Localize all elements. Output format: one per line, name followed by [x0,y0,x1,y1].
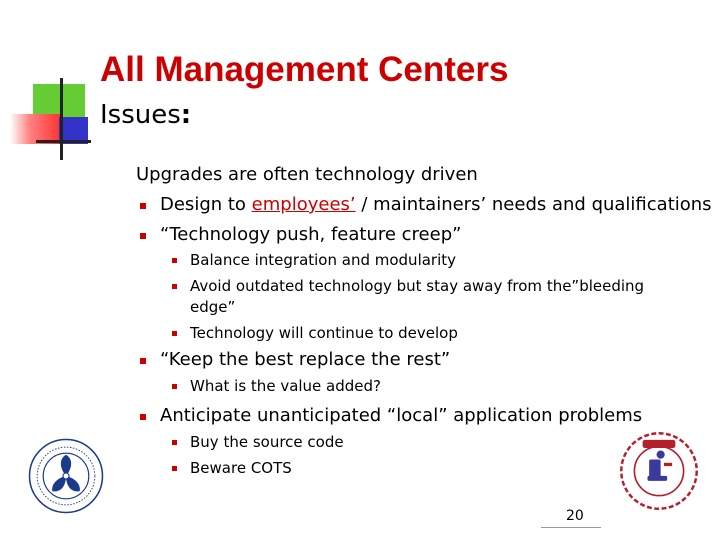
page-number-underline [541,527,601,528]
square-bullet-icon [172,440,177,445]
sub-bullet-avoid-outdated: Avoid outdated technology but stay away from the”bleeding [190,277,645,295]
bullet-design-suffix: / maintainers’ needs and qualifications [355,194,712,215]
square-bullet-icon [140,414,146,420]
subtitle-text: Issues [100,100,181,130]
square-bullet-icon [172,284,177,289]
square-bullet-icon [172,384,177,389]
volpe-center-logo-icon [618,430,700,512]
square-bullet-icon [172,258,177,263]
sub-bullet-source-code: Buy the source code [190,433,344,451]
square-bullet-icon [172,466,177,471]
sub-bullet-avoid-outdated-cont: edge” [190,298,236,316]
slide-title: All Management Centers [100,50,509,89]
sub-bullet-technology-develop: Technology will continue to develop [190,324,458,342]
dot-seal-logo-icon [28,438,104,514]
square-bullet-icon [140,203,146,209]
sub-bullet-cots: Beware COTS [190,459,292,477]
deco-vertical-line [60,78,63,160]
employees-link[interactable]: employees’ [251,194,356,215]
sub-bullet-value-added: What is the value added? [190,377,382,395]
bullet-design-prefix: Design to [160,194,252,215]
deco-horizontal-line [36,140,91,143]
subtitle-colon: : [180,100,192,130]
bullet-keep-best: “Keep the best replace the rest” [160,349,451,370]
bullet-technology-push: “Technology push, feature creep” [160,224,462,245]
slide-subtitle [100,100,191,130]
square-bullet-icon [140,233,146,239]
bullet-design [160,194,712,215]
square-bullet-icon [140,358,146,364]
page-number: 20 [566,508,584,524]
square-bullet-icon [172,331,177,336]
sub-bullet-balance: Balance integration and modularity [190,251,457,269]
intro-line: Upgrades are often technology driven [136,164,478,185]
bullet-anticipate: Anticipate unanticipated “local” application problems [160,405,643,426]
